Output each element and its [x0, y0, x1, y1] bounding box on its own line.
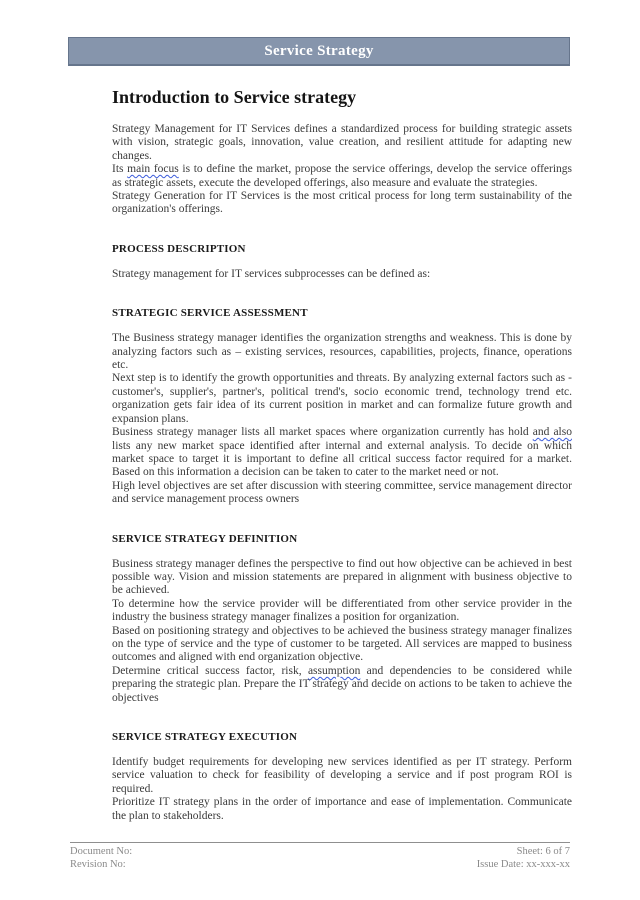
intro-paragraph-2	[112, 163, 572, 190]
paragraph-text: Its	[112, 163, 128, 176]
document-header-banner	[68, 37, 570, 66]
section-heading-process-description: PROCESS DESCRIPTION	[112, 242, 246, 255]
section-heading-service-strategy-definition: SERVICE STRATEGY DEFINITION	[112, 532, 298, 545]
paragraph-text: Business strategy manager lists all market spaces where organization currently has hold	[112, 426, 533, 439]
assessment-paragraph-2: Next step is to identify the growth opportunities and threats. By analyzing external factors such as - customer's, supplier's, partner's, political trend's, socio economic trend, technology trend etc. organization gets fair idea of its current position in market and can formalize future growth and expansion plans.	[112, 372, 572, 425]
definition-paragraph-2: To determine how the service provider will be differentiated from other service provider in the industry the business strategy manager finalizes a position for organization.	[112, 597, 572, 624]
definition-paragraph-4	[112, 665, 572, 705]
document-no-label: Document No:	[70, 846, 133, 857]
intro-paragraph-3: Strategy Generation for IT Services is the most critical process for long term sustainability of the organization's offerings.	[112, 190, 572, 216]
paragraph-text: lists any new market space identified after internal and external analysis. To decide on which market space to target it is important to define all critical success factor required for a market. Based on this information a decision can be taken to cater to the market need or not.	[112, 439, 572, 479]
assessment-paragraph-3	[112, 426, 572, 480]
assessment-paragraph-1: The Business strategy manager identifies the organization strengths and weakness. This is done by analyzing factors such as – existing services, resources, capabilities, projects, finance, operations etc.	[112, 332, 572, 372]
paragraph-text: Determine critical success factor, risk,	[112, 664, 308, 677]
grammar-check-squiggle: main focus	[127, 163, 179, 176]
section-heading-service-strategy-execution: SERVICE STRATEGY EXECUTION	[112, 731, 298, 743]
assessment-paragraph-4: High level objectives are set after discussion with steering committee, service management director and service management process owners	[112, 479, 572, 506]
footer-right-block	[477, 845, 570, 871]
page-title: Introduction to Service strategy	[112, 87, 357, 107]
process-description-paragraph: Strategy management for IT services subprocesses can be defined as:	[112, 267, 431, 280]
intro-paragraph-1: Strategy Management for IT Services defines a standardized process for building strategic assets with vision, strategic goals, innovation, value creation, and resilient attitude for adapting new changes.	[112, 123, 572, 162]
footer-left-block	[70, 845, 132, 871]
banner-title: Service Strategy	[264, 42, 374, 59]
grammar-check-squiggle: assumption	[307, 664, 361, 677]
document-body	[112, 87, 572, 823]
paragraph-text: is to define the market, propose the service offerings, develop the service offerings as strategic assets, execute the developed offerings, also measure and evaluate the strategies.	[112, 163, 573, 189]
definition-paragraph-1: Business strategy manager defines the perspective to find out how objective can be achieved in best possible way. Vision and mission statements are prepared in alignment with business objective to be achieved.	[112, 557, 572, 597]
issue-date-label: Issue Date: xx-xxx-xx	[476, 859, 570, 870]
sheet-number-label: Sheet: 6 of 7	[516, 846, 570, 857]
document-footer	[70, 842, 570, 871]
paragraph-text: and dependencies to be considered while preparing the strategic plan. Prepare the IT strategy and decide on actions to be taken to achieve the objectives	[112, 664, 572, 704]
execution-paragraph-2: Prioritize IT strategy plans in the order of importance and ease of implementation. Communicate the plan to stakeholders.	[112, 796, 572, 822]
definition-paragraph-3: Based on positioning strategy and objectives to be achieved the business strategy manager finalizes on the type of service and the type of customer to be targeted. All services are mapped to business outcomes and aligned with end organization objective.	[112, 624, 572, 664]
grammar-check-squiggle: and also	[532, 426, 572, 439]
section-heading-strategic-service-assessment: STRATEGIC SERVICE ASSESSMENT	[112, 307, 308, 320]
revision-no-label: Revision No:	[70, 859, 126, 870]
execution-paragraph-1: Identify budget requirements for developing new services identified as per IT strategy. Perform service valuation to check for feasibility of developing a service and if post program ROI is required.	[112, 756, 572, 795]
